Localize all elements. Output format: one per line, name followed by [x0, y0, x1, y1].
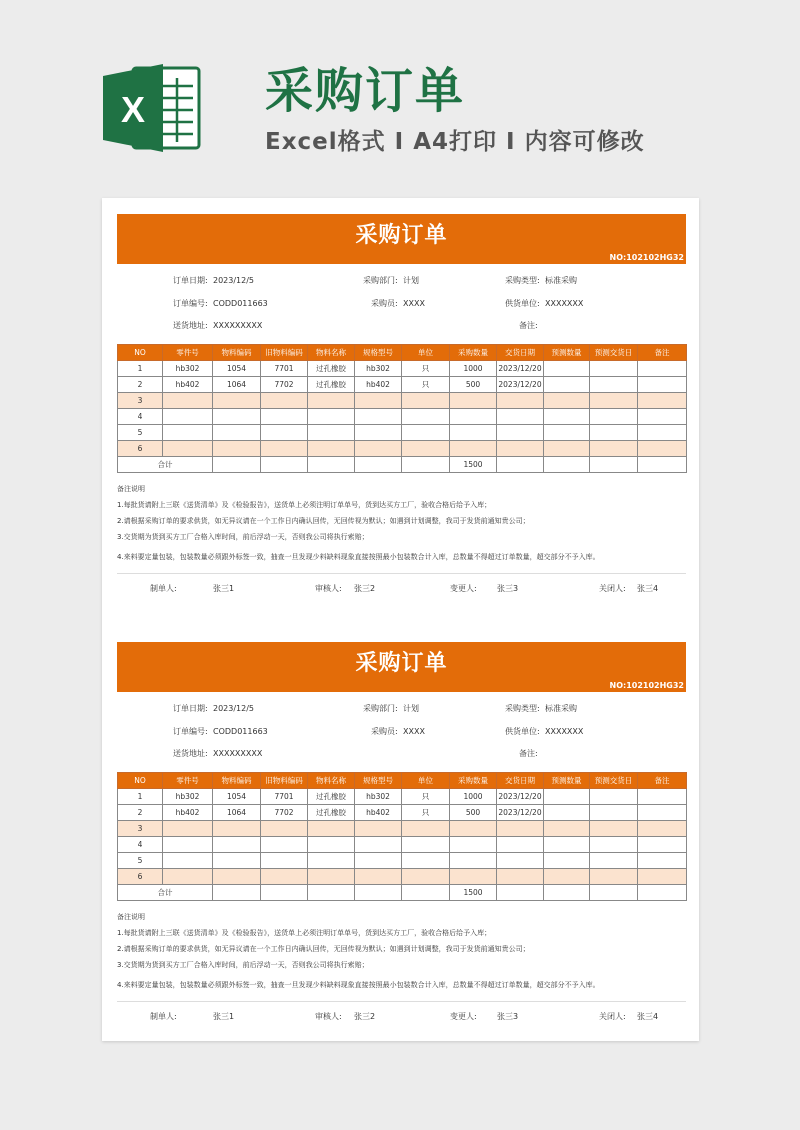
dept-label: 采购部门: — [363, 704, 398, 713]
table-cell — [638, 805, 687, 821]
maker-label: 制单人: — [150, 584, 177, 593]
table-cell — [402, 425, 450, 441]
info-row — [117, 319, 686, 333]
table-cell — [213, 853, 261, 869]
table-cell — [590, 805, 638, 821]
table-cell — [638, 837, 687, 853]
info-row — [117, 725, 686, 739]
table-row — [118, 377, 687, 393]
table-cell — [638, 821, 687, 837]
note-item: 4.来料要定量包装，包装数量必须跟外标签一致，抽查一旦发现少料缺料现象直接按照最小包装数合计入库，总数量不得超过订单数量，超交部分不予入库。 — [117, 553, 600, 561]
column-header: 物料名称 — [308, 345, 355, 361]
table-cell — [544, 377, 590, 393]
order-notes — [117, 485, 686, 574]
info-row — [117, 274, 686, 288]
column-header: 预测数量 — [544, 345, 590, 361]
table-cell — [402, 837, 450, 853]
table-cell: 1 — [118, 789, 163, 805]
table-cell: 1064 — [213, 377, 261, 393]
table-cell: 6 — [118, 441, 163, 457]
table-cell — [163, 853, 213, 869]
table-cell: 只 — [402, 789, 450, 805]
table-cell — [450, 869, 497, 885]
table-cell — [261, 425, 308, 441]
order-sheet — [102, 198, 699, 1041]
table-row — [118, 837, 687, 853]
table-cell — [544, 837, 590, 853]
table-cell — [638, 393, 687, 409]
table-cell: 4 — [118, 837, 163, 853]
table-cell: 1000 — [450, 361, 497, 377]
table-cell: 1054 — [213, 789, 261, 805]
table-cell — [355, 457, 402, 473]
total-quantity: 1500 — [450, 885, 497, 901]
address-label: 送货地址: — [173, 321, 208, 330]
type-value: 标准采购 — [545, 704, 577, 713]
table-row — [118, 869, 687, 885]
address-value: XXXXXXXXX — [213, 321, 263, 330]
table-cell: 2023/12/20 — [497, 789, 544, 805]
table-cell — [308, 393, 355, 409]
table-cell — [590, 377, 638, 393]
note-item: 4.来料要定量包装，包装数量必须跟外标签一致，抽查一旦发现少料缺料现象直接按照最小包装数合计入库，总数量不得超过订单数量，超交部分不予入库。 — [117, 981, 600, 989]
table-cell — [497, 425, 544, 441]
table-cell — [497, 885, 544, 901]
type-value: 标准采购 — [545, 276, 577, 285]
table-cell — [590, 441, 638, 457]
table-header-row — [118, 773, 687, 789]
total-label: 合计 — [118, 885, 213, 901]
changer-label: 变更人: — [450, 1012, 477, 1021]
table-cell — [163, 821, 213, 837]
table-total-row — [118, 885, 687, 901]
table-row — [118, 805, 687, 821]
table-cell — [497, 457, 544, 473]
hero-subtitle: Excel格式 I A4打印 I 内容可修改 — [265, 129, 645, 155]
table-cell — [544, 853, 590, 869]
table-row — [118, 425, 687, 441]
order-info — [117, 264, 686, 344]
buyer-label: 采购员: — [371, 299, 398, 308]
column-header: 备注 — [638, 345, 687, 361]
auditor-value: 张三2 — [354, 584, 376, 593]
table-cell — [402, 393, 450, 409]
table-cell — [497, 441, 544, 457]
auditor-value: 张三2 — [354, 1012, 376, 1021]
order-date-value: 2023/12/5 — [213, 276, 255, 285]
column-header: 单位 — [402, 773, 450, 789]
table-cell: 5 — [118, 853, 163, 869]
info-row — [117, 702, 686, 716]
table-cell — [308, 425, 355, 441]
table-cell: 只 — [402, 805, 450, 821]
table-cell — [163, 409, 213, 425]
table-cell — [638, 361, 687, 377]
table-cell: 只 — [402, 377, 450, 393]
type-label: 采购类型: — [505, 704, 540, 713]
table-cell — [213, 393, 261, 409]
table-cell — [497, 853, 544, 869]
order-date-value: 2023/12/5 — [213, 704, 255, 713]
table-cell — [590, 885, 638, 901]
address-label: 送货地址: — [173, 749, 208, 758]
table-cell — [261, 837, 308, 853]
column-header: 采购数量 — [450, 345, 497, 361]
excel-icon — [103, 62, 203, 154]
table-cell — [261, 853, 308, 869]
table-row — [118, 821, 687, 837]
buyer-label: 采购员: — [371, 727, 398, 736]
column-header: 采购数量 — [450, 773, 497, 789]
table-cell — [402, 885, 450, 901]
table-cell: 只 — [402, 361, 450, 377]
table-row — [118, 361, 687, 377]
address-value: XXXXXXXXX — [213, 749, 263, 758]
table-cell: hb402 — [163, 377, 213, 393]
order-info — [117, 692, 686, 772]
table-cell — [355, 853, 402, 869]
buyer-value: XXXX — [403, 727, 425, 736]
table-cell — [450, 425, 497, 441]
table-cell — [402, 869, 450, 885]
table-cell — [308, 821, 355, 837]
table-row — [118, 393, 687, 409]
table-cell: 2023/12/20 — [497, 361, 544, 377]
table-cell — [261, 885, 308, 901]
table-cell — [261, 457, 308, 473]
supplier-value: XXXXXXX — [545, 299, 584, 308]
table-cell — [402, 821, 450, 837]
order-table — [117, 344, 687, 473]
column-header: 规格型号 — [355, 773, 402, 789]
supplier-label: 供货单位: — [505, 299, 540, 308]
auditor-label: 审核人: — [315, 1012, 342, 1021]
table-cell — [261, 869, 308, 885]
table-cell — [590, 425, 638, 441]
order-notes — [117, 913, 686, 1002]
table-cell — [308, 837, 355, 853]
table-cell — [213, 885, 261, 901]
dept-value: 计划 — [403, 704, 419, 713]
table-cell — [308, 853, 355, 869]
table-cell: 6 — [118, 869, 163, 885]
order-number: NO:102102HG32 — [609, 253, 684, 262]
table-cell — [355, 885, 402, 901]
table-cell — [308, 441, 355, 457]
auditor-label: 审核人: — [315, 584, 342, 593]
table-cell — [261, 441, 308, 457]
order-table — [117, 772, 687, 901]
table-cell: 4 — [118, 409, 163, 425]
table-cell — [163, 837, 213, 853]
notes-title: 备注说明 — [117, 485, 145, 493]
note-item: 1.每批货请附上三联《送货清单》及《检验报告》，送货单上必须注明订单单号，货到达买方工厂，验收合格后给予入库； — [117, 929, 492, 937]
table-row — [118, 789, 687, 805]
buyer-value: XXXX — [403, 299, 425, 308]
table-cell — [450, 821, 497, 837]
order-banner — [117, 642, 686, 692]
column-header: 物料名称 — [308, 773, 355, 789]
table-cell — [213, 821, 261, 837]
table-row — [118, 409, 687, 425]
column-header: 预测交货日 — [590, 773, 638, 789]
maker-value: 张三1 — [213, 1012, 235, 1021]
table-cell — [638, 409, 687, 425]
column-header: NO — [118, 773, 163, 789]
table-cell — [213, 409, 261, 425]
table-cell — [163, 869, 213, 885]
table-cell — [497, 869, 544, 885]
table-cell — [163, 393, 213, 409]
table-cell — [638, 853, 687, 869]
maker-value: 张三1 — [213, 584, 235, 593]
table-cell: 3 — [118, 393, 163, 409]
table-cell — [544, 425, 590, 441]
table-cell — [308, 869, 355, 885]
table-cell: 7701 — [261, 361, 308, 377]
table-cell — [638, 441, 687, 457]
table-cell — [544, 409, 590, 425]
table-cell — [213, 441, 261, 457]
purchase-order — [117, 642, 686, 1032]
order-code-value: CODD011663 — [213, 727, 268, 736]
closer-value: 张三4 — [637, 584, 659, 593]
table-cell: 1054 — [213, 361, 261, 377]
table-cell — [308, 457, 355, 473]
table-cell — [590, 821, 638, 837]
column-header: 预测交货日 — [590, 345, 638, 361]
dept-value: 计划 — [403, 276, 419, 285]
hero-header — [0, 0, 800, 190]
order-code-label: 订单编号: — [173, 727, 208, 736]
table-cell — [163, 425, 213, 441]
table-cell: 2023/12/20 — [497, 377, 544, 393]
table-cell: 500 — [450, 805, 497, 821]
table-cell — [544, 869, 590, 885]
table-cell: 2023/12/20 — [497, 805, 544, 821]
signature-row — [117, 574, 686, 604]
table-cell: hb402 — [355, 805, 402, 821]
total-label: 合计 — [118, 457, 213, 473]
type-label: 采购类型: — [505, 276, 540, 285]
table-cell — [308, 409, 355, 425]
table-cell — [638, 789, 687, 805]
table-cell — [544, 805, 590, 821]
table-cell — [590, 393, 638, 409]
table-cell — [213, 837, 261, 853]
table-cell: 过孔橡胶 — [308, 377, 355, 393]
table-cell — [355, 837, 402, 853]
table-cell — [355, 409, 402, 425]
column-header: 零件号 — [163, 345, 213, 361]
table-cell — [261, 409, 308, 425]
table-cell — [590, 361, 638, 377]
table-cell — [450, 409, 497, 425]
table-row — [118, 853, 687, 869]
table-cell: 1000 — [450, 789, 497, 805]
table-cell — [402, 853, 450, 869]
table-cell — [590, 409, 638, 425]
table-cell — [638, 885, 687, 901]
closer-label: 关闭人: — [599, 1012, 626, 1021]
order-number: NO:102102HG32 — [609, 681, 684, 690]
table-cell: hb302 — [163, 789, 213, 805]
changer-value: 张三3 — [497, 1012, 519, 1021]
table-cell — [544, 393, 590, 409]
table-cell — [355, 425, 402, 441]
table-cell — [213, 457, 261, 473]
table-cell: 7701 — [261, 789, 308, 805]
column-header: 旧物料编码 — [261, 773, 308, 789]
table-cell — [450, 853, 497, 869]
table-header-row — [118, 345, 687, 361]
table-cell — [261, 821, 308, 837]
column-header: 交货日期 — [497, 345, 544, 361]
table-cell — [402, 409, 450, 425]
table-cell — [590, 837, 638, 853]
supplier-label: 供货单位: — [505, 727, 540, 736]
column-header: 物料编码 — [213, 773, 261, 789]
table-cell — [163, 441, 213, 457]
table-cell — [638, 377, 687, 393]
info-row — [117, 747, 686, 761]
table-cell — [497, 837, 544, 853]
order-date-label: 订单日期: — [173, 704, 208, 713]
table-cell — [497, 393, 544, 409]
changer-label: 变更人: — [450, 584, 477, 593]
table-cell — [402, 441, 450, 457]
note-item: 2.请根据采购订单的要求供货，如无异议请在一个工作日内确认回传，无回传视为默认；如遇到计划调整，我司于发货前通知贵公司； — [117, 517, 530, 525]
table-cell — [355, 393, 402, 409]
table-cell: 过孔橡胶 — [308, 789, 355, 805]
column-header: 物料编码 — [213, 345, 261, 361]
table-cell — [638, 457, 687, 473]
table-cell: hb402 — [355, 377, 402, 393]
column-header: NO — [118, 345, 163, 361]
note-item: 3.交货期为货到买方工厂合格入库时间，前后浮动一天，否则我公司将执行索赔； — [117, 961, 369, 969]
table-cell — [497, 409, 544, 425]
column-header: 备注 — [638, 773, 687, 789]
table-cell — [450, 441, 497, 457]
order-title: 采购订单 — [355, 223, 448, 248]
table-cell — [544, 441, 590, 457]
order-code-value: CODD011663 — [213, 299, 268, 308]
supplier-value: XXXXXXX — [545, 727, 584, 736]
column-header: 交货日期 — [497, 773, 544, 789]
table-cell: hb302 — [163, 361, 213, 377]
purchase-order — [117, 214, 686, 604]
table-cell: 1 — [118, 361, 163, 377]
table-cell: 过孔橡胶 — [308, 805, 355, 821]
order-date-label: 订单日期: — [173, 276, 208, 285]
table-cell — [261, 393, 308, 409]
table-cell — [402, 457, 450, 473]
info-row — [117, 297, 686, 311]
remark-label: 备注: — [519, 749, 538, 758]
table-cell: 2 — [118, 805, 163, 821]
table-cell: hb302 — [355, 789, 402, 805]
table-cell: 500 — [450, 377, 497, 393]
maker-label: 制单人: — [150, 1012, 177, 1021]
table-cell — [590, 789, 638, 805]
table-cell — [355, 869, 402, 885]
table-cell: hb402 — [163, 805, 213, 821]
table-cell — [355, 821, 402, 837]
table-cell — [544, 885, 590, 901]
table-cell: 7702 — [261, 805, 308, 821]
table-cell: 5 — [118, 425, 163, 441]
table-cell — [544, 457, 590, 473]
dept-label: 采购部门: — [363, 276, 398, 285]
table-cell — [544, 361, 590, 377]
table-total-row — [118, 457, 687, 473]
column-header: 预测数量 — [544, 773, 590, 789]
table-cell — [213, 869, 261, 885]
signature-row — [117, 1002, 686, 1032]
note-item: 1.每批货请附上三联《送货清单》及《检验报告》，送货单上必须注明订单单号，货到达买方工厂，验收合格后给予入库； — [117, 501, 492, 509]
order-banner — [117, 214, 686, 264]
total-quantity: 1500 — [450, 457, 497, 473]
table-cell — [450, 837, 497, 853]
table-cell: 3 — [118, 821, 163, 837]
column-header: 规格型号 — [355, 345, 402, 361]
table-cell: 1064 — [213, 805, 261, 821]
table-cell: 2 — [118, 377, 163, 393]
order-code-label: 订单编号: — [173, 299, 208, 308]
table-cell — [450, 393, 497, 409]
closer-label: 关闭人: — [599, 584, 626, 593]
table-cell — [590, 853, 638, 869]
order-title: 采购订单 — [355, 651, 448, 676]
table-cell — [638, 869, 687, 885]
table-cell — [213, 425, 261, 441]
notes-title: 备注说明 — [117, 913, 145, 921]
remark-label: 备注: — [519, 321, 538, 330]
table-cell — [590, 869, 638, 885]
closer-value: 张三4 — [637, 1012, 659, 1021]
table-cell — [497, 821, 544, 837]
note-item: 2.请根据采购订单的要求供货，如无异议请在一个工作日内确认回传，无回传视为默认；如遇到计划调整，我司于发货前通知贵公司； — [117, 945, 530, 953]
table-cell — [308, 885, 355, 901]
table-cell: 7702 — [261, 377, 308, 393]
column-header: 旧物料编码 — [261, 345, 308, 361]
excel-logo-letter: X — [120, 89, 146, 130]
column-header: 零件号 — [163, 773, 213, 789]
table-row — [118, 441, 687, 457]
hero-title: 采购订单 — [265, 63, 466, 119]
note-item: 3.交货期为货到买方工厂合格入库时间，前后浮动一天，否则我公司将执行索赔； — [117, 533, 369, 541]
table-cell: hb302 — [355, 361, 402, 377]
column-header: 单位 — [402, 345, 450, 361]
table-cell — [355, 441, 402, 457]
table-cell — [544, 821, 590, 837]
table-cell — [544, 789, 590, 805]
table-cell — [638, 425, 687, 441]
table-cell — [590, 457, 638, 473]
table-cell: 过孔橡胶 — [308, 361, 355, 377]
changer-value: 张三3 — [497, 584, 519, 593]
